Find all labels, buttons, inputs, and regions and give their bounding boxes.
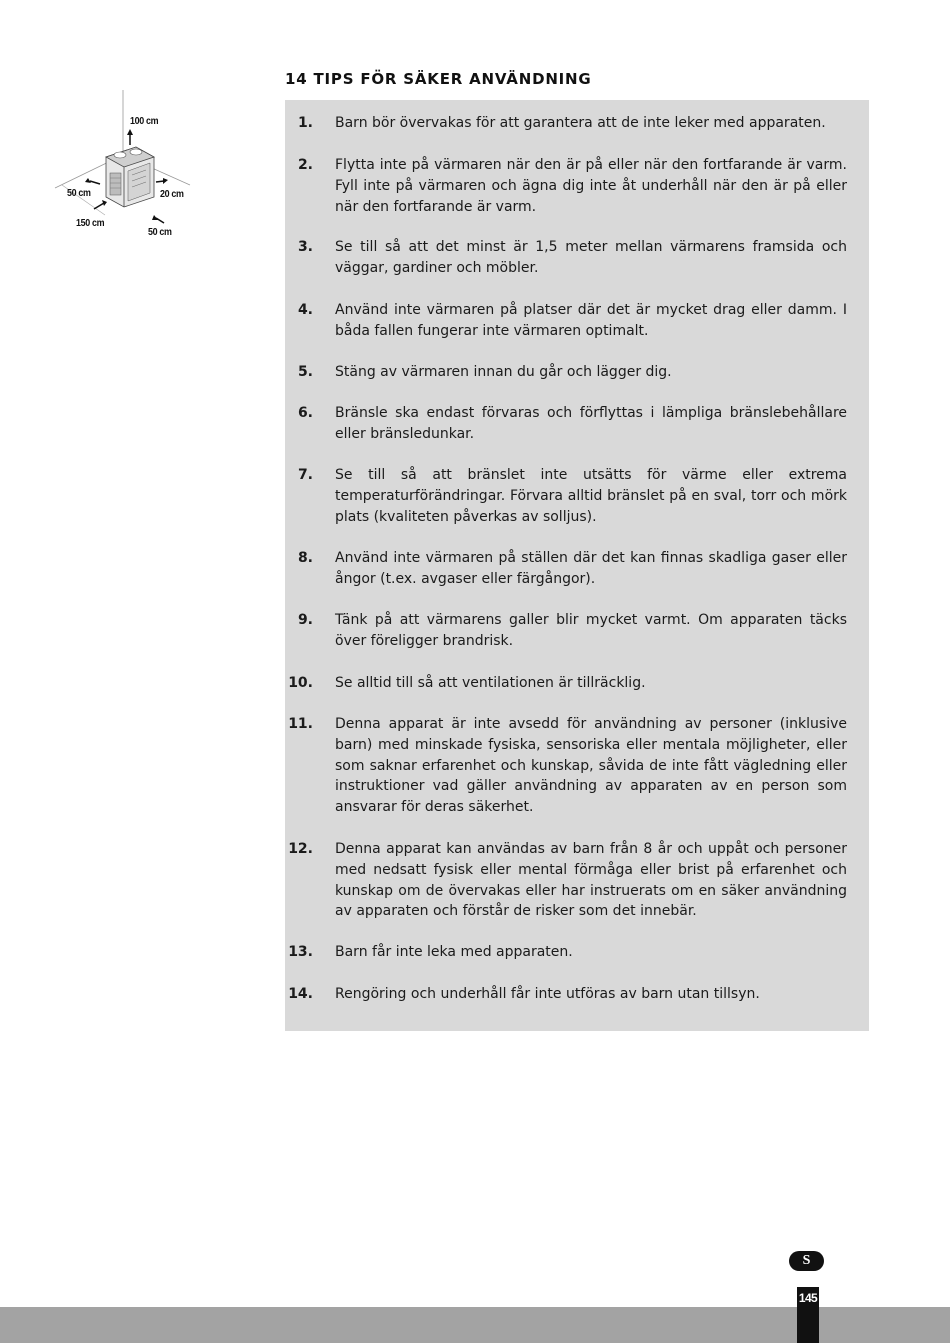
clearance-front-right-label: 50 cm — [148, 226, 172, 238]
tip-text: Tänk på att värmarens galler blir mycket varmt. Om apparaten täcks över föreligger brandrisk. — [335, 612, 847, 649]
heater-clearance-icon — [50, 85, 200, 245]
clearance-right-label: 20 cm — [160, 188, 184, 200]
tip-number: 6. — [297, 405, 313, 421]
tip-number: 14. — [288, 986, 313, 1002]
tip-text: Använd inte värmaren på platser där det är mycket drag eller damm. I båda fallen fungerar inte värmaren optimalt. — [335, 302, 847, 339]
language-badge: S — [789, 1251, 824, 1271]
tip-text: Se till så att bränslet inte utsätts för värme eller extrema temperaturförändringar. Förvara alltid bränslet på en sval, torr och mörk plats (kvaliteten påverkas av solljus). — [335, 467, 847, 525]
heater-clearance-diagram — [50, 85, 200, 245]
tip-number: 3. — [297, 239, 313, 255]
tip-text: Flytta inte på värmaren när den är på eller när den fortfarande är varm. Fyll inte på värmaren och ägna dig inte åt underhåll när den är på eller när den fortfarande är varm. — [335, 157, 847, 215]
tip-text: Denna apparat kan användas av barn från 8 år och uppåt och personer med nedsatt fysisk eller mental förmåga eller brist på erfarenhet och kunskap om de övervakas eller har instruerats om en säker användning av apparaten och förstår de risker som det innebär. — [335, 841, 847, 920]
tips-panel — [285, 100, 869, 1031]
tip-number: 4. — [297, 302, 313, 318]
tip-number: 1. — [297, 115, 313, 131]
tip-text: Denna apparat är inte avsedd för användning av personer (inklusive barn) med minskade fysiska, sensoriska eller mentala möjligheter, eller som saknar erfarenhet och kunskap, såvida de inte fått vägledning eller instruktioner vad gäller användning av apparaten av en person som ansvarar för deras säkerhet. — [335, 716, 847, 816]
clearance-left-label: 50 cm — [67, 187, 91, 199]
tip-number: 2. — [297, 157, 313, 173]
page-title: 14 TIPS FÖR SÄKER ANVÄNDNING — [285, 70, 592, 88]
tip-number: 5. — [297, 364, 313, 380]
tip-number: 8. — [297, 550, 313, 566]
tip-number: 13. — [288, 944, 313, 960]
tip-text: Se till så att det minst är 1,5 meter mellan värmarens framsida och väggar, gardiner och möbler. — [335, 239, 847, 276]
tip-text: Använd inte värmaren på ställen där det kan finnas skadliga gaser eller ångor (t.ex. avgaser eller färgångor). — [335, 550, 847, 587]
tip-text: Se alltid till så att ventilationen är tillräcklig. — [335, 675, 646, 691]
tip-text: Bränsle ska endast förvaras och förflyttas i lämpliga bränslebehållare eller bränsledunkar. — [335, 405, 847, 442]
tip-text: Stäng av värmaren innan du går och lägger dig. — [335, 364, 672, 380]
tip-number: 9. — [297, 612, 313, 628]
clearance-top-label: 100 cm — [130, 115, 159, 127]
tip-text: Barn får inte leka med apparaten. — [335, 944, 573, 960]
tip-text: Rengöring och underhåll får inte utföras av barn utan tillsyn. — [335, 986, 760, 1002]
tip-number: 10. — [288, 675, 313, 691]
tip-text: Barn bör övervakas för att garantera att de inte leker med apparaten. — [335, 115, 826, 131]
page-number: 145 — [798, 1291, 818, 1305]
tip-number: 12. — [288, 841, 313, 857]
tip-number: 7. — [297, 467, 313, 483]
clearance-front-label: 150 cm — [76, 217, 105, 229]
tip-number: 11. — [288, 716, 313, 732]
